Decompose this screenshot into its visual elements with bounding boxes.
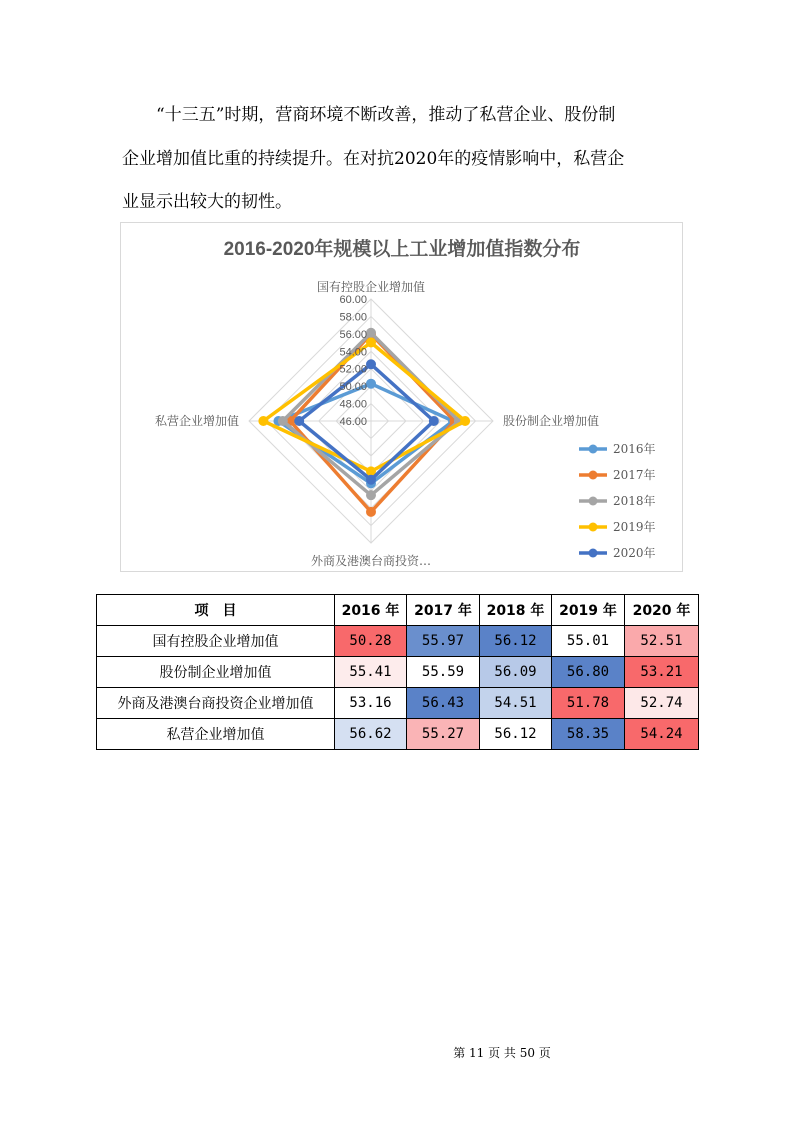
tick-label: 46.00 — [339, 416, 367, 428]
series-point — [278, 417, 287, 426]
intro-line-1: “十三五”时期，营商环境不断改善，推动了私营企业、股份制 — [156, 105, 616, 125]
legend-label: 2018年 — [613, 494, 656, 508]
value-cell: 56.43 — [407, 688, 480, 719]
intro-line-2: 企业增加值比重的持续提升。在对抗2020年的疫情影响中，私营企 — [122, 149, 625, 169]
value-cell: 56.12 — [480, 719, 552, 750]
table-row — [97, 688, 699, 719]
intro-line-3: 业显示出较大的韧性。 — [122, 192, 292, 212]
value-cell: 51.78 — [552, 688, 625, 719]
legend-swatch-point — [589, 445, 598, 454]
table-header-row — [97, 595, 699, 626]
value-cell: 50.28 — [335, 626, 407, 657]
value-cell: 58.35 — [552, 719, 625, 750]
value-cell: 55.27 — [407, 719, 480, 750]
row-label: 私营企业增加值 — [97, 719, 335, 750]
table-row — [97, 626, 699, 657]
value-cell: 56.12 — [480, 626, 552, 657]
value-cell: 54.24 — [625, 719, 699, 750]
legend-label: 2020年 — [613, 546, 656, 560]
legend-swatch-point — [589, 497, 598, 506]
header-item: 项 目 — [97, 595, 335, 626]
legend-label: 2017年 — [613, 468, 656, 482]
axis-label: 股份制企业增加值 — [503, 414, 600, 428]
tick-label: 48.00 — [339, 398, 367, 411]
header-year: 2017 年 — [407, 595, 480, 626]
chart-title: 2016-2020年规模以上工业增加值指数分布 — [223, 239, 581, 260]
tick-label: 54.00 — [339, 346, 367, 359]
value-cell: 54.51 — [480, 688, 552, 719]
header-year: 2019 年 — [552, 595, 625, 626]
legend-label: 2019年 — [613, 520, 656, 534]
tick-label: 52.00 — [339, 363, 367, 376]
series-point — [367, 379, 376, 388]
tick-label: 58.00 — [339, 311, 367, 324]
tick-label: 60.00 — [339, 294, 367, 306]
tick-label: 50.00 — [339, 381, 367, 394]
value-cell: 52.74 — [625, 688, 699, 719]
value-cell: 53.16 — [335, 688, 407, 719]
legend-swatch-point — [589, 523, 598, 532]
header-year: 2016 年 — [335, 595, 407, 626]
legend-swatch-point — [589, 471, 598, 480]
axis-label: 外商及港澳台商投资… — [310, 554, 432, 568]
series-point — [367, 475, 376, 484]
header-year: 2018 年 — [480, 595, 552, 626]
series-point — [259, 417, 268, 426]
series-point — [295, 417, 304, 426]
index-table — [96, 594, 699, 750]
series-point — [367, 491, 376, 500]
row-label: 外商及港澳台商投资企业增加值 — [97, 688, 335, 719]
value-cell: 52.51 — [625, 626, 699, 657]
axis-label: 私营企业增加值 — [154, 414, 239, 428]
series-point — [461, 417, 470, 426]
legend-label: 2016年 — [613, 442, 656, 456]
series-point — [367, 338, 376, 347]
value-cell: 56.09 — [480, 657, 552, 688]
series-point — [367, 328, 376, 337]
value-cell: 56.80 — [552, 657, 625, 688]
value-cell: 53.21 — [625, 657, 699, 688]
series-point — [429, 417, 438, 426]
radar-chart-svg — [121, 223, 684, 573]
value-cell: 55.97 — [407, 626, 480, 657]
row-label: 股份制企业增加值 — [97, 657, 335, 688]
value-cell: 56.62 — [335, 719, 407, 750]
table-row — [97, 657, 699, 688]
row-label: 国有控股企业增加值 — [97, 626, 335, 657]
axis-label: 国有控股企业增加值 — [316, 280, 426, 294]
header-year: 2020 年 — [625, 595, 699, 626]
table-row — [97, 719, 699, 750]
radar-chart — [120, 222, 683, 572]
legend-swatch-point — [589, 549, 598, 558]
series-point — [367, 360, 376, 369]
tick-label: 56.00 — [339, 328, 367, 341]
value-cell: 55.59 — [407, 657, 480, 688]
page-footer: 第 11 页 共 50 页 — [453, 1046, 551, 1060]
value-cell: 55.01 — [552, 626, 625, 657]
value-cell: 55.41 — [335, 657, 407, 688]
series-point — [367, 507, 376, 516]
